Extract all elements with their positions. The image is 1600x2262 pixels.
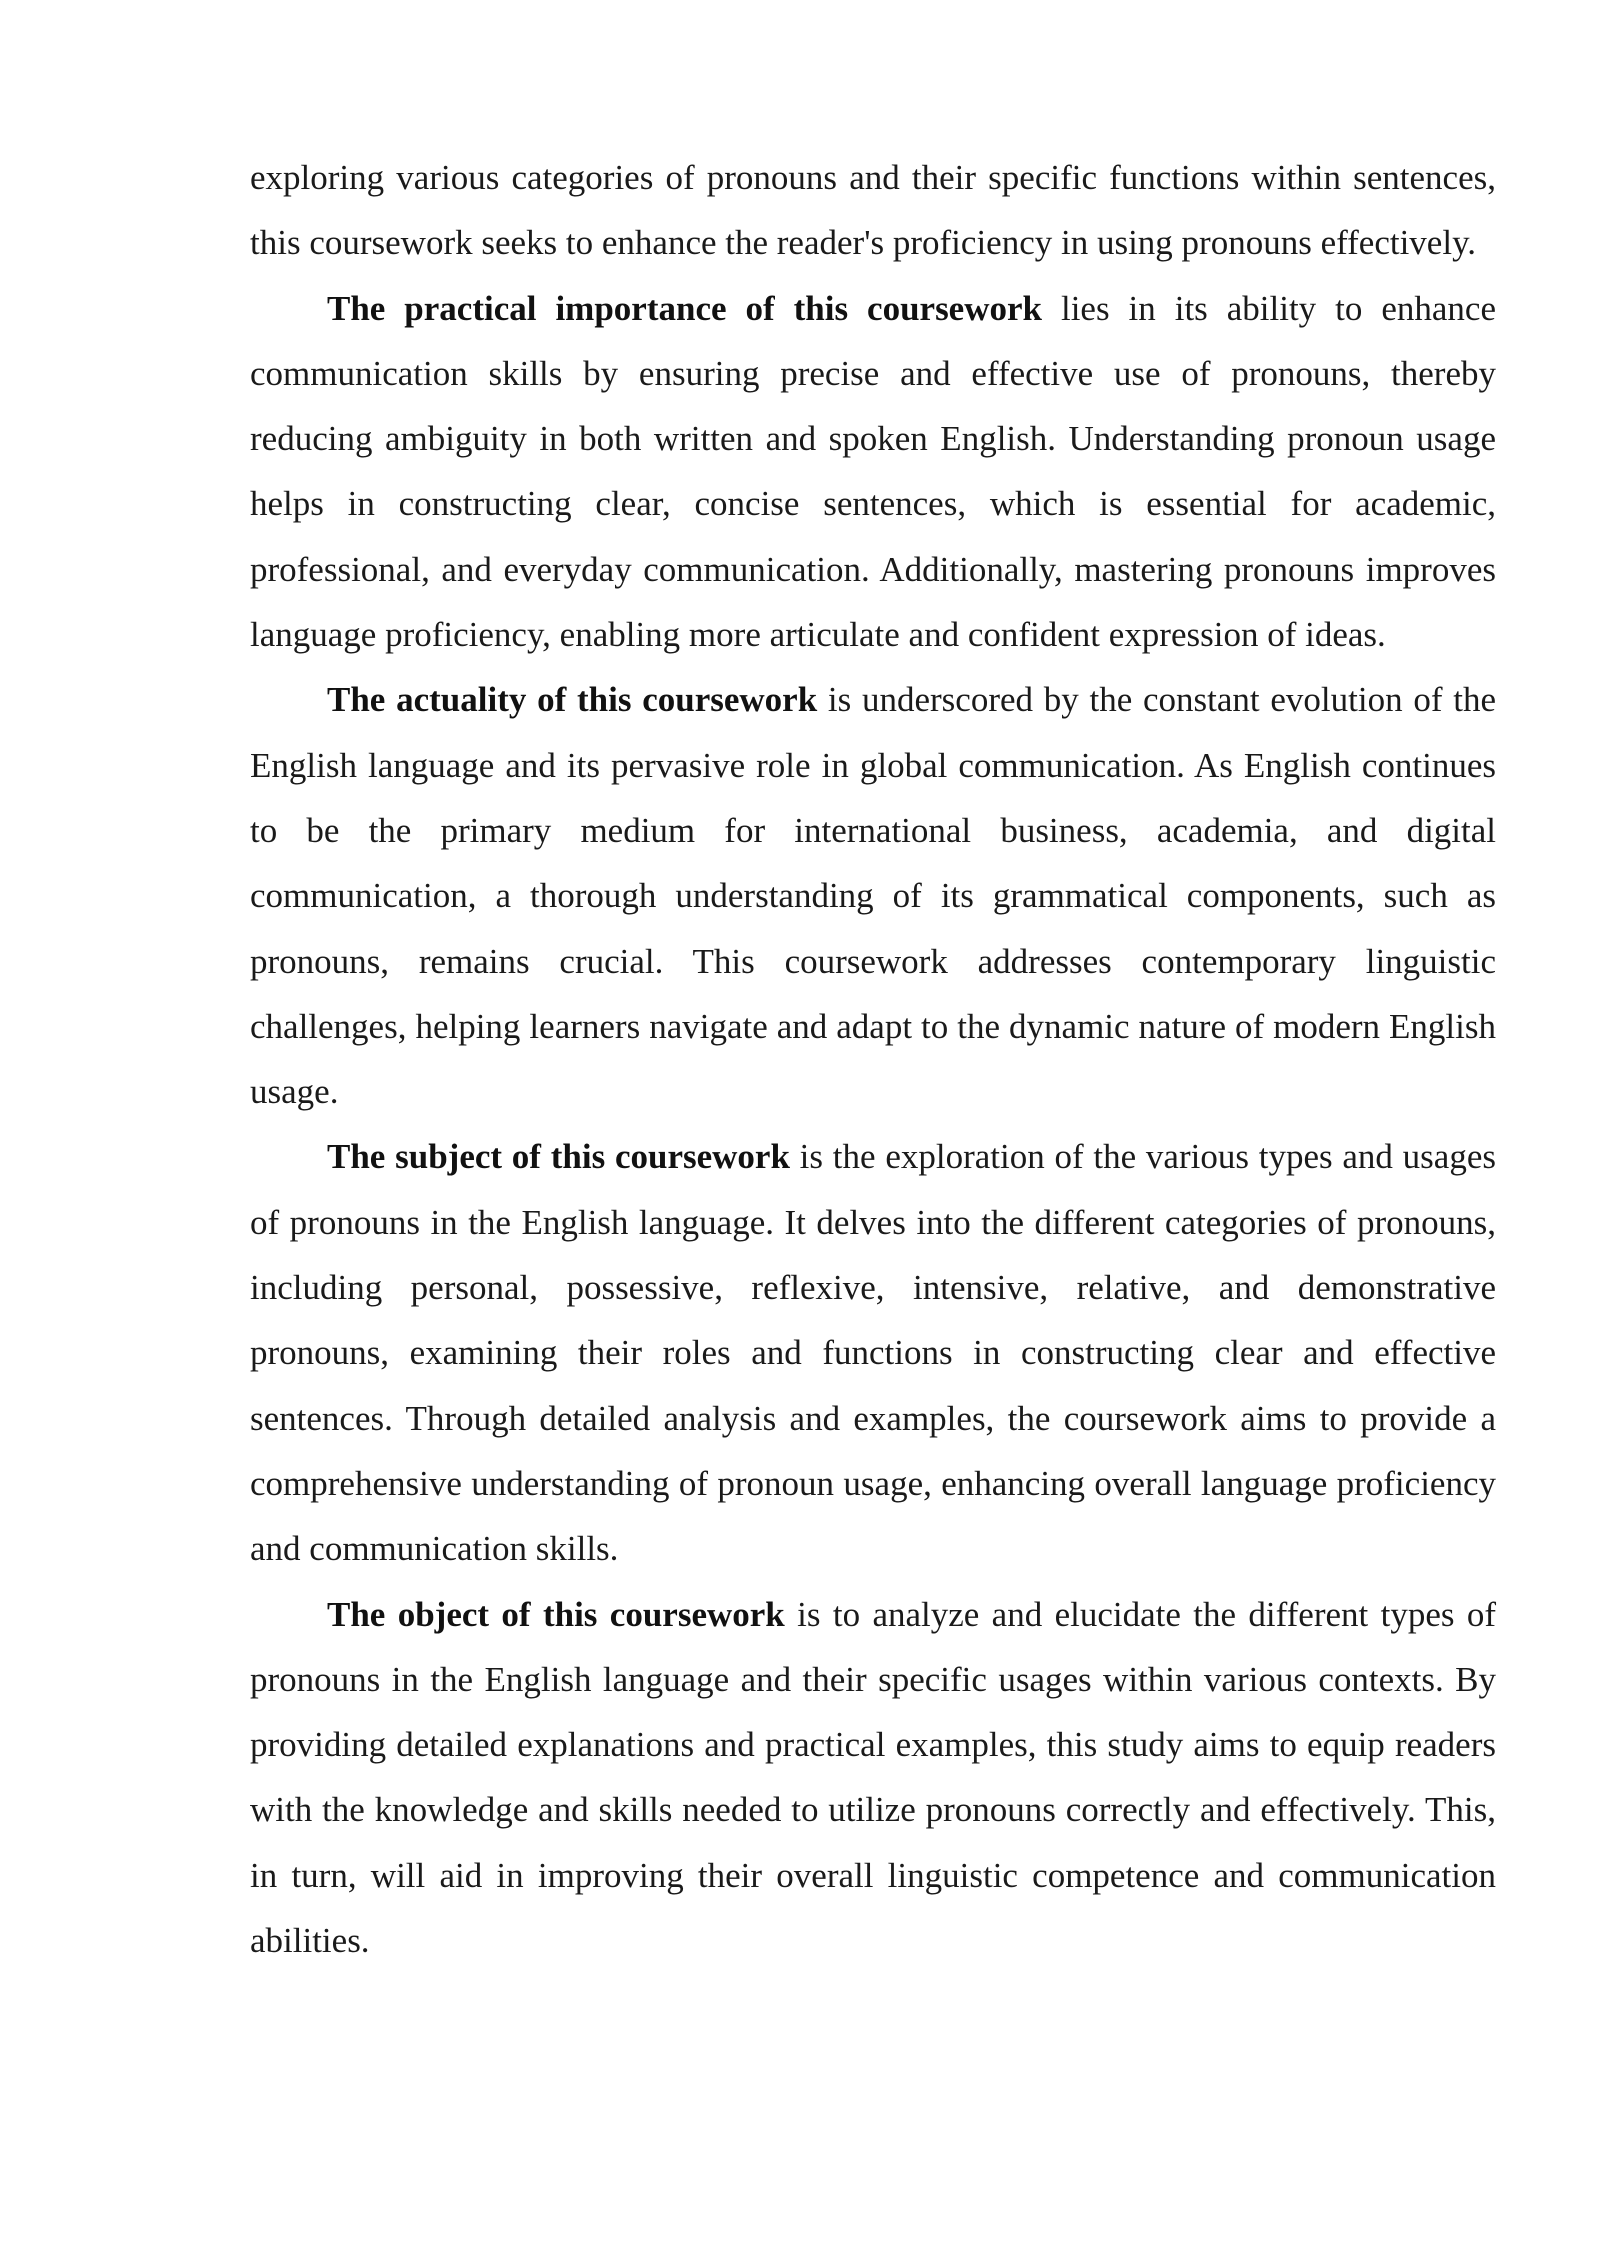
- paragraph-text: lies in its ability to enhance communication skills by ensuring precise and effective use of pronouns, thereby reducing ambiguity in both written and spoken English. Understanding pronoun usage helps in constructing clear, concise sentences, which is essential for academic, professional, and everyday communication. Additionally, mastering pronouns improves language proficiency, enabling more articulate and confident expression of ideas.: [250, 288, 1496, 655]
- paragraph-heading: The actuality of this coursework: [327, 680, 818, 720]
- paragraph-subject: [250, 1124, 1496, 1581]
- paragraph-text: is underscored by the constant evolution of the English language and its pervasive role in global communication. As English continues to be the primary medium for international business, academia, and digital communication, a thorough understanding of its grammatical components, such as pronouns, remains crucial. This coursework addresses contemporary linguistic challenges, helping learners navigate and adapt to the dynamic nature of modern English usage.: [250, 680, 1496, 1112]
- paragraph-heading: The object of this coursework: [327, 1594, 785, 1634]
- paragraph-heading: The practical importance of this coursework: [327, 288, 1042, 328]
- paragraph-text: exploring various categories of pronouns and their specific functions within sentences, this coursework seeks to enhance the reader's proficiency in using pronouns effectively.: [250, 158, 1496, 263]
- paragraph-actuality: [250, 667, 1496, 1124]
- paragraph-heading: The subject of this coursework: [327, 1137, 790, 1177]
- paragraph-object: [250, 1582, 1496, 1974]
- body-text: [250, 145, 1496, 1973]
- paragraph-text: is to analyze and elucidate the different types of pronouns in the English language and their specific usages within various contexts. By providing detailed explanations and practical examples, this study aims to equip readers with the knowledge and skills needed to utilize pronouns correctly and effectively. This, in turn, will aid in improving their overall linguistic competence and communication abilities.: [250, 1594, 1497, 1961]
- paragraph-text: is the exploration of the various types and usages of pronouns in the English language. It delves into the different categories of pronouns, including personal, possessive, reflexive, intensive, relative, and demonstrative pronouns, examining their roles and functions in constructing clear and effective sentences. Through detailed analysis and examples, the coursework aims to provide a comprehensive understanding of pronoun usage, enhancing overall language proficiency and communication skills.: [250, 1137, 1496, 1569]
- paragraph-intro-continuation: [250, 145, 1496, 276]
- paragraph-practical-importance: [250, 276, 1496, 668]
